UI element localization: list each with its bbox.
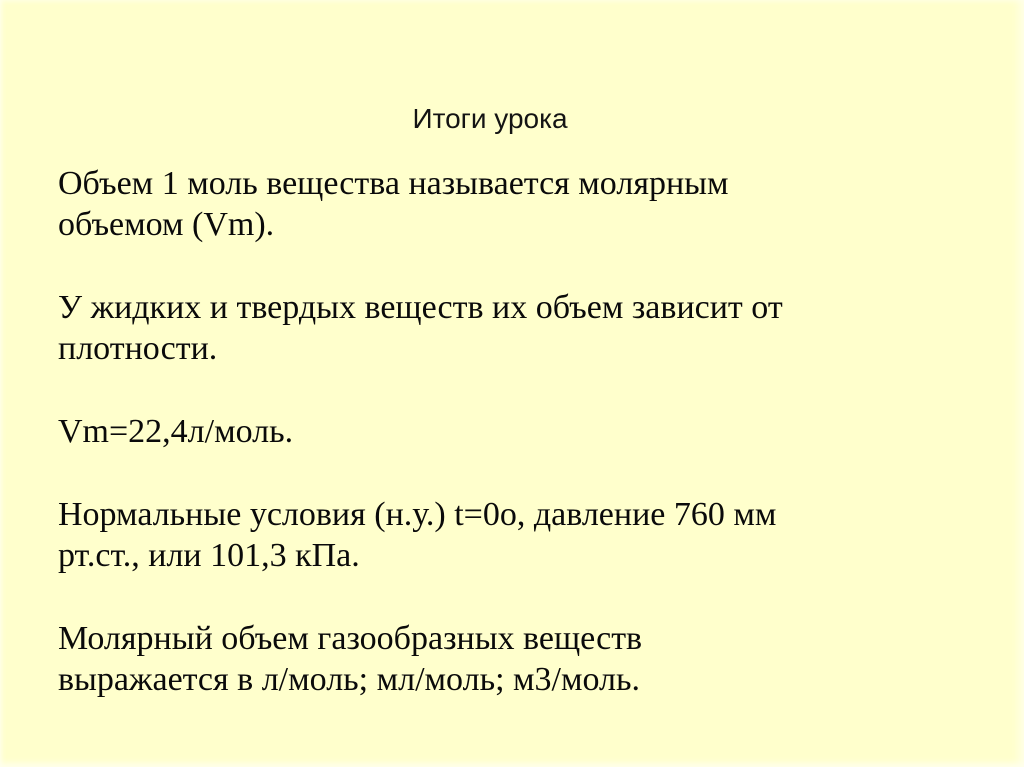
paragraph-normal-conditions <box>58 494 968 576</box>
text-line: У жидких и твердых веществ их объем зависит от <box>58 289 783 326</box>
text-line: Нормальные условия (н.у.) t=0о, давление 760 мм <box>58 496 777 533</box>
slide-body <box>58 163 968 742</box>
text-line: Объем 1 моль вещества называется молярным <box>58 165 729 202</box>
slide-title: Итоги урока <box>412 103 568 134</box>
paragraph-gas-molar-volume-units <box>58 618 968 700</box>
text-line: выражается в л/моль; мл/моль; м3/моль. <box>58 661 641 698</box>
text-line: объемом (Vm). <box>58 206 275 243</box>
paragraph-liquids-solids-density <box>58 287 968 369</box>
text-line: Молярный объем газообразных веществ <box>58 620 643 657</box>
text-line: плотности. <box>58 330 218 367</box>
text-line: Vm=22,4л/моль. <box>58 413 294 450</box>
paragraph-molar-volume-definition <box>58 163 968 245</box>
paragraph-vm-value <box>58 411 968 452</box>
text-line: рт.ст., или 101,3 кПа. <box>58 537 360 574</box>
